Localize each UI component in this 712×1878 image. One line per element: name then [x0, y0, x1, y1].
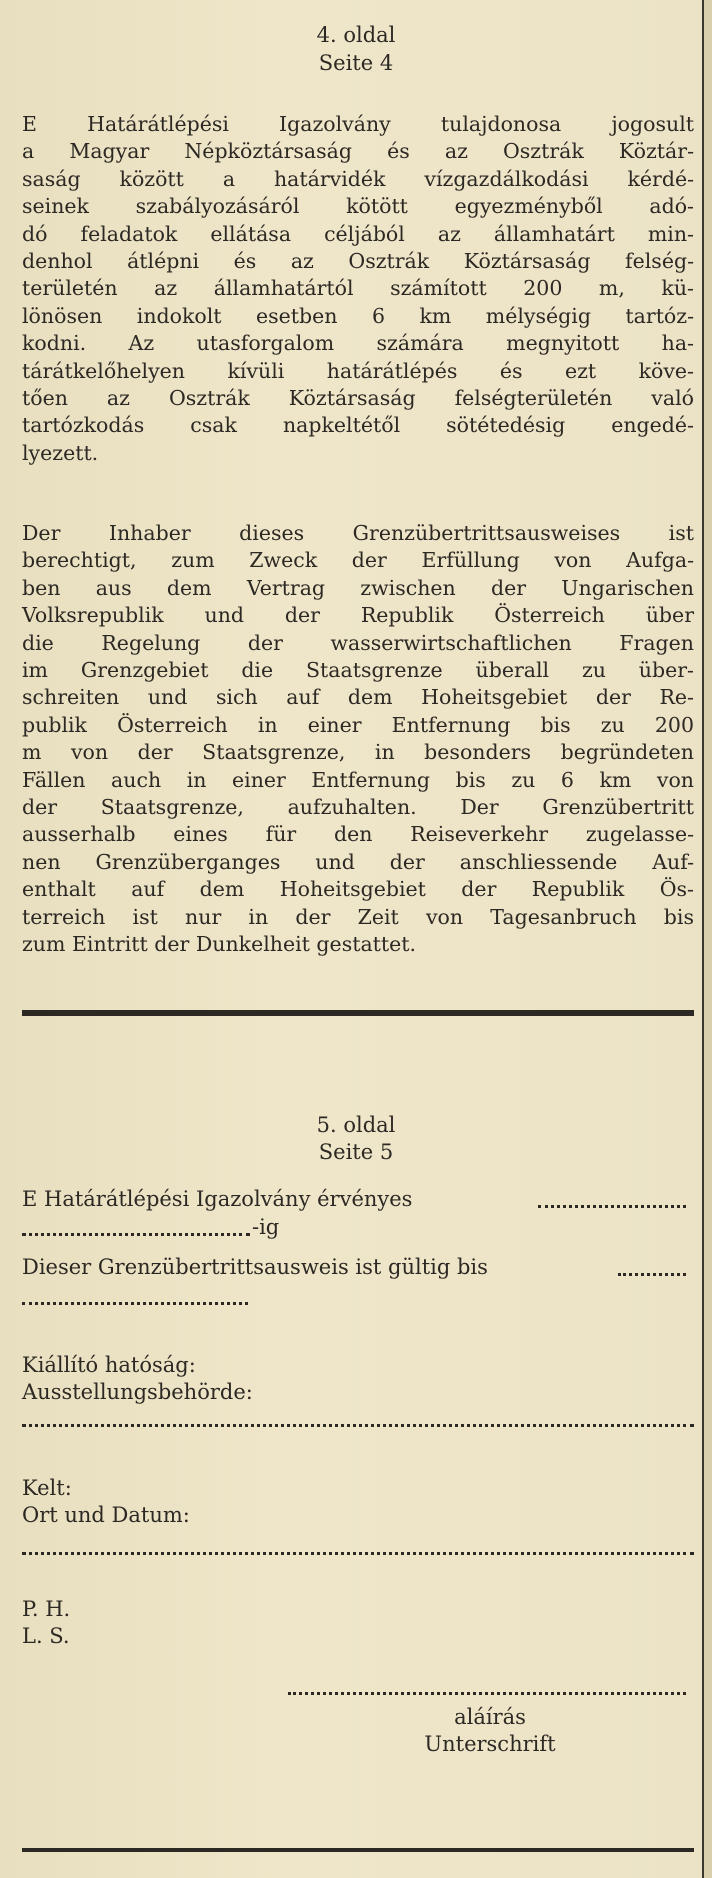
signature-label-de: Unterschrift — [424, 1732, 556, 1756]
paragraph-de-line: im Grenzgebiet die Staatsgrenze überall zu über- — [22, 658, 694, 683]
paragraph-de-line: zum Eintritt der Dunkelheit gestattet. — [22, 932, 417, 957]
paragraph-de-line: enthalt auf dem Hoheitsgebiet der Republik Ös- — [22, 877, 694, 902]
page4-paragraph-hu — [22, 111, 694, 467]
page4-paragraph-de — [22, 520, 694, 959]
paragraph-hu-line: lyezett. — [22, 440, 99, 465]
paragraph-de-line: berechtigt, zum Zweck der Erfüllung von Aufga- — [22, 548, 694, 573]
paragraph-de-line: die Regelung der wasserwirtschaftlichen Fragen — [22, 630, 694, 655]
authority-label-de: Ausstellungsbehörde: — [22, 1380, 253, 1404]
validity-field-hu-cont[interactable] — [22, 1233, 250, 1236]
paragraph-hu-line: saság között a határvidék vízgazdálkodási kérdé- — [22, 166, 694, 191]
page-edge — [702, 0, 712, 1878]
authority-field[interactable] — [22, 1424, 694, 1427]
signature-label-hu: aláírás — [454, 1705, 526, 1729]
signature-field[interactable] — [288, 1692, 686, 1695]
paragraph-hu-line: lönösen indokolt esetben 6 km mélységig tartóz- — [22, 303, 694, 328]
date-label-hu: Kelt: — [22, 1476, 72, 1500]
validity-field-de-cont[interactable] — [22, 1302, 248, 1305]
authority-label-hu: Kiállító hatóság: — [22, 1353, 196, 1377]
paragraph-de-line: Fällen auch in einer Entfernung bis zu 6 km von — [22, 767, 694, 792]
validity-field-de[interactable] — [618, 1273, 686, 1276]
paragraph-hu-line: területén az államhatártól számított 200 m, kü- — [22, 276, 694, 301]
paragraph-de-line: Volksrepublik und der Republik Österreich über — [22, 603, 694, 628]
paragraph-de-line: m von der Staatsgrenze, in besonders begründeten — [22, 740, 694, 765]
validity-field-hu[interactable] — [538, 1205, 686, 1208]
paragraph-de-line: ben aus dem Vertrag zwischen der Ungarischen — [22, 575, 694, 600]
validity-suffix: -ig — [252, 1215, 280, 1239]
page5-header-hu: 5. oldal — [316, 1113, 396, 1137]
paragraph-hu-line: a Magyar Népköztársaság és az Osztrák Köztár- — [22, 139, 694, 164]
paragraph-de-line: terreich ist nur in der Zeit von Tagesanbruch bis — [22, 904, 694, 929]
paragraph-hu-line: dó feladatok ellátása céljából az államhatárt min- — [22, 221, 694, 246]
page5-header-de: Seite 5 — [318, 1140, 394, 1164]
paragraph-de-line: ausserhalb eines für den Reiseverkehr zugelasse- — [22, 822, 694, 847]
seal-label-hu: P. H. — [22, 1597, 71, 1621]
date-label-de: Ort und Datum: — [22, 1503, 190, 1527]
paragraph-hu-line: tően az Osztrák Köztársaság felségterületén való — [22, 386, 694, 411]
validity-label-de: Dieser Grenzübertrittsausweis ist gültig bis — [22, 1255, 488, 1279]
section-divider — [22, 1010, 694, 1016]
paragraph-de-line: publik Österreich in einer Entfernung bis zu 200 — [22, 712, 694, 737]
paragraph-hu-line: seinek szabályozásáról kötött egyezményből adó- — [22, 194, 694, 219]
validity-label-hu: E Határátlépési Igazolvány érvényes — [22, 1187, 413, 1211]
paragraph-de-line: nen Grenzüberganges und der anschliessende Auf- — [22, 849, 694, 874]
paragraph-de-line: der Staatsgrenze, aufzuhalten. Der Grenzübertritt — [22, 795, 694, 820]
bottom-divider — [22, 1848, 694, 1852]
page4-header-hu: 4. oldal — [316, 23, 396, 47]
paragraph-hu-line: kodni. Az utasforgalom számára megnyitott ha- — [22, 331, 694, 356]
seal-label-de: L. S. — [22, 1624, 70, 1648]
paragraph-hu-line: E Határátlépési Igazolvány tulajdonosa jogosult — [22, 112, 694, 136]
date-field[interactable] — [22, 1552, 694, 1555]
paragraph-hu-line: denhol átlépni és az Osztrák Köztársaság felség- — [22, 249, 694, 274]
paragraph-hu-line: tárátkelőhelyen kívüli határátlépés és ezt köve- — [22, 358, 694, 383]
paragraph-hu-line: tartózkodás csak napkeltétől sötétedésig engedé- — [22, 413, 694, 438]
paragraph-de-line: schreiten und sich auf dem Hoheitsgebiet der Re- — [22, 685, 694, 710]
paragraph-de-line: Der Inhaber dieses Grenzübertrittsausweises ist — [22, 521, 694, 545]
page4-header-de: Seite 4 — [318, 51, 394, 75]
